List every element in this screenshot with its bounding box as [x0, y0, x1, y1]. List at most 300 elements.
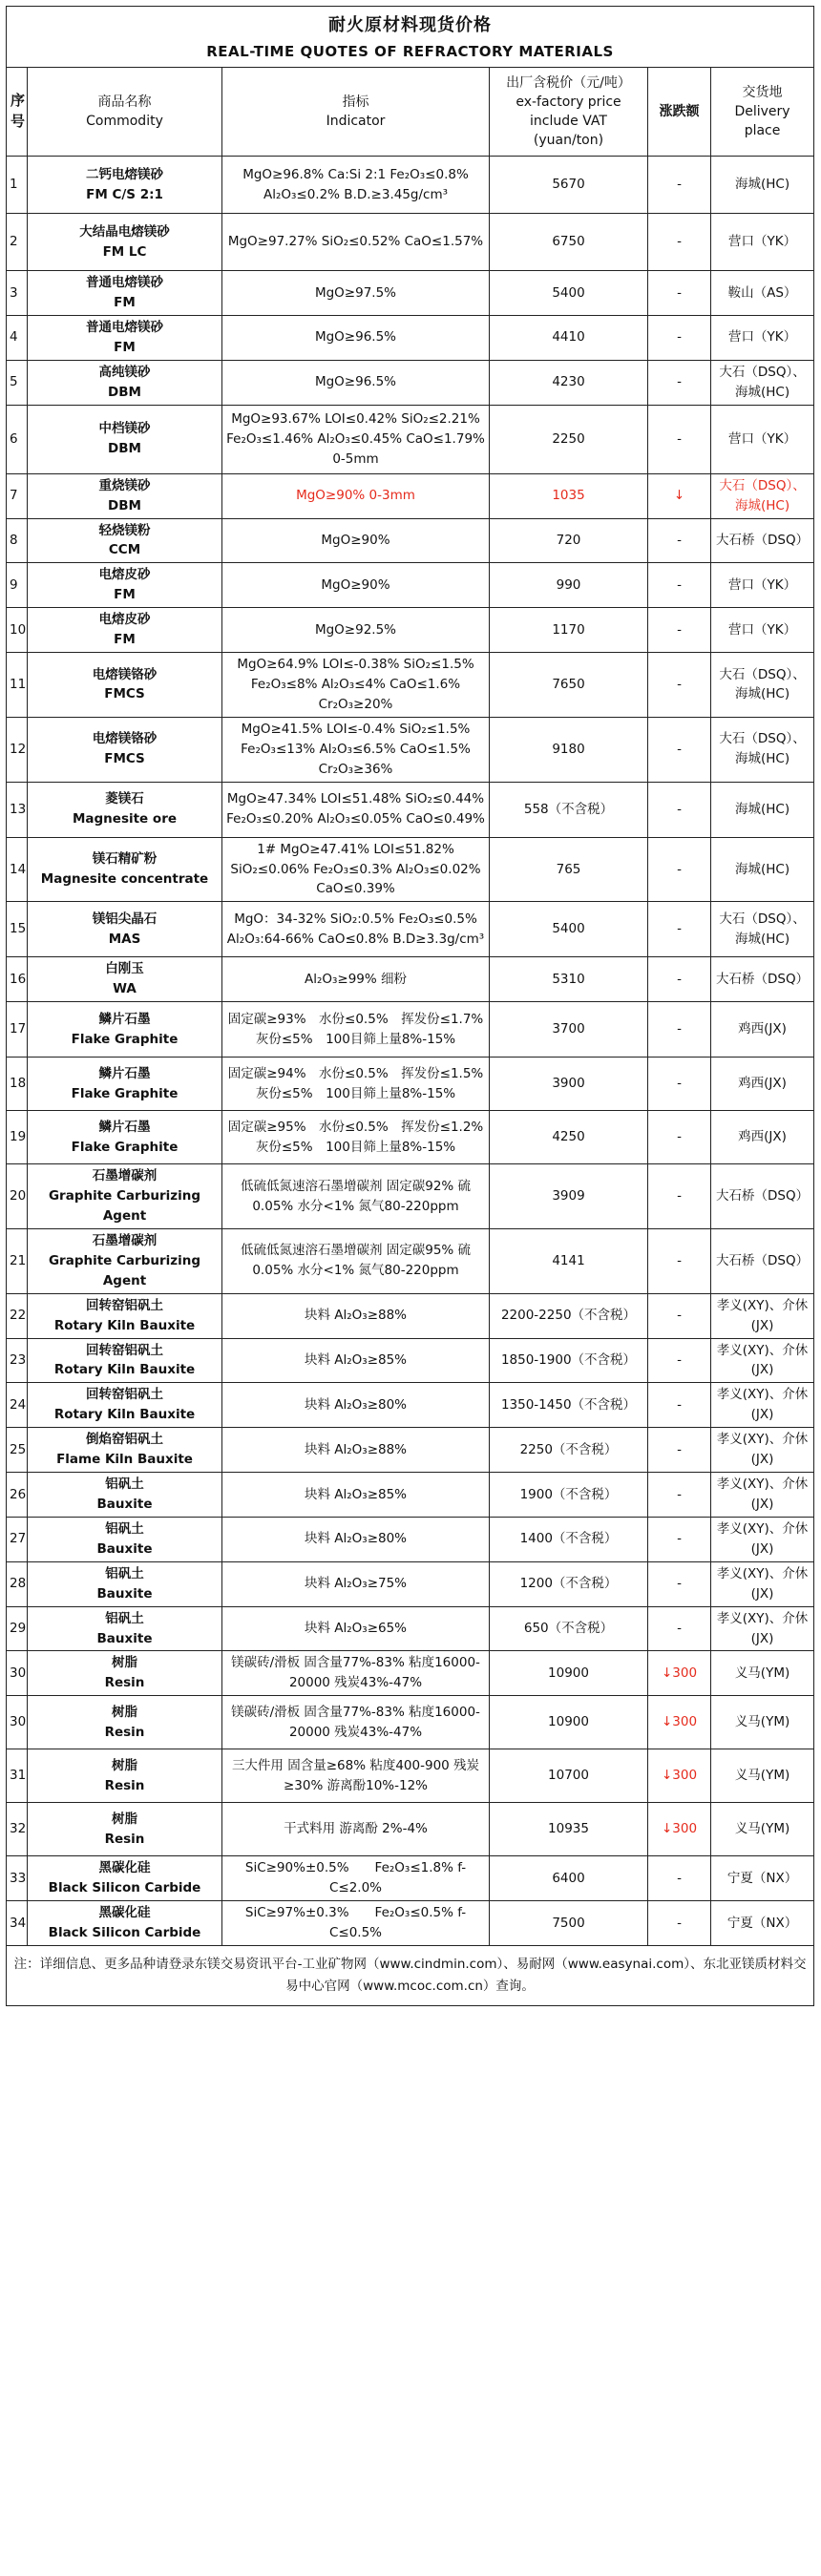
commodity-name-cn: 鳞片石墨	[98, 1011, 151, 1027]
commodity-name	[28, 1058, 222, 1111]
header-price-line1: 出厂含税价（元/吨）	[506, 74, 631, 91]
table-row	[7, 782, 814, 837]
row-number: 11	[7, 653, 28, 718]
change-cell: -	[648, 315, 711, 360]
price-cell: 4230	[490, 360, 648, 405]
commodity-name-cn: 菱镁石	[105, 791, 144, 807]
commodity-name-cn: 树脂	[112, 1757, 137, 1773]
delivery-place-cell: 孝义(XY)、介休(JX)	[711, 1517, 814, 1561]
commodity-name-cn: 电熔皮砂	[98, 612, 151, 628]
commodity-name	[28, 1111, 222, 1164]
row-number: 27	[7, 1517, 28, 1561]
indicator-cell: 镁碳砖/滑板 固含量77%-83% 粘度16000-20000 残炭43%-47%	[222, 1651, 490, 1696]
row-number: 24	[7, 1383, 28, 1428]
indicator-cell: 三大件用 固含量≥68% 粘度400-900 残炭≥30% 游离酚10%-12%	[222, 1749, 490, 1803]
header-seq: 序号	[7, 68, 28, 157]
commodity-name-en: FM	[114, 295, 136, 311]
commodity-name	[28, 1228, 222, 1293]
commodity-name	[28, 1749, 222, 1803]
table-row	[7, 1338, 814, 1383]
indicator-cell: 块料 Al₂O₃≥88%	[222, 1293, 490, 1338]
change-cell: -	[648, 1561, 711, 1606]
change-cell: -	[648, 360, 711, 405]
row-number: 9	[7, 563, 28, 608]
row-number: 25	[7, 1428, 28, 1473]
commodity-name-cn: 树脂	[112, 1655, 137, 1671]
table-row	[7, 1561, 814, 1606]
row-number: 8	[7, 518, 28, 563]
indicator-cell: 块料 Al₂O₃≥88%	[222, 1428, 490, 1473]
commodity-name-en: MAS	[108, 931, 141, 947]
price-sheet	[6, 6, 813, 2006]
price-cell: 2250	[490, 405, 648, 473]
table-row	[7, 1473, 814, 1518]
table-row	[7, 1164, 814, 1229]
commodity-name	[28, 1164, 222, 1229]
delivery-place-cell: 义马(YM)	[711, 1803, 814, 1856]
commodity-name-en: Rotary Kiln Bauxite	[53, 1362, 196, 1378]
indicator-cell: MgO≥93.67% LOI≤0.42% SiO₂≤2.21% Fe₂O₃≤1.46% Al₂O₃≤0.45% CaO≤1.79% 0-5mm	[222, 405, 490, 473]
indicator-cell: 固定碳≥95% 水份≤0.5% 挥发份≤1.2% 灰份≤5% 100目筛上量8%-15%	[222, 1111, 490, 1164]
price-cell: 5670	[490, 157, 648, 214]
commodity-name-cn: 电熔镁铬砂	[92, 666, 158, 682]
change-cell: -	[648, 902, 711, 957]
price-cell: 4250	[490, 1111, 648, 1164]
commodity-name-cn: 鳞片石墨	[98, 1119, 151, 1135]
row-number: 7	[7, 473, 28, 518]
indicator-cell: SiC≥90%±0.5% Fe₂O₃≤1.8% f-C≤2.0%	[222, 1856, 490, 1901]
indicator-cell: 镁碳砖/滑板 固含量77%-83% 粘度16000-20000 残炭43%-47%	[222, 1696, 490, 1749]
commodity-name-cn: 铝矾土	[105, 1565, 144, 1581]
table-row	[7, 653, 814, 718]
commodity-name-cn: 铝矾土	[105, 1610, 144, 1626]
header-place-cn: 交货地	[742, 84, 783, 100]
price-cell: 4141	[490, 1228, 648, 1293]
indicator-cell: MgO≥97.27% SiO₂≤0.52% CaO≤1.57%	[222, 214, 490, 271]
change-cell: ↓300	[648, 1803, 711, 1856]
commodity-name-cn: 铝矾土	[105, 1476, 144, 1493]
row-number: 32	[7, 1803, 28, 1856]
price-cell: 10900	[490, 1651, 648, 1696]
price-cell: 10700	[490, 1749, 648, 1803]
commodity-name-en: Resin	[104, 1675, 145, 1691]
commodity-name-en: Resin	[104, 1777, 145, 1793]
indicator-cell: MgO≥47.34% LOI≤51.48% SiO₂≤0.44% Fe₂O₃≤0.20% Al₂O₃≤0.05% CaO≤0.49%	[222, 782, 490, 837]
table-row	[7, 902, 814, 957]
commodity-name-en: FM	[114, 339, 136, 355]
indicator-cell: 块料 Al₂O₃≥85%	[222, 1473, 490, 1518]
delivery-place-cell: 孝义(XY)、介休(JX)	[711, 1338, 814, 1383]
table-row	[7, 717, 814, 782]
indicator-cell: 块料 Al₂O₃≥80%	[222, 1517, 490, 1561]
table-row	[7, 271, 814, 316]
table-row	[7, 1696, 814, 1749]
change-cell: ↓300	[648, 1696, 711, 1749]
table-body	[7, 157, 814, 1946]
indicator-cell: MgO≥64.9% LOI≤-0.38% SiO₂≤1.5% Fe₂O₃≤8% Al₂O₃≤4% CaO≤1.6% Cr₂O₃≥20%	[222, 653, 490, 718]
title-english: REAL-TIME QUOTES OF REFRACTORY MATERIALS	[206, 42, 614, 60]
commodity-name	[28, 1473, 222, 1518]
change-cell: -	[648, 1002, 711, 1058]
price-cell: 558（不含税）	[490, 782, 648, 837]
change-cell: -	[648, 717, 711, 782]
commodity-name	[28, 1338, 222, 1383]
commodity-name-en: WA	[113, 981, 137, 997]
price-cell: 3900	[490, 1058, 648, 1111]
delivery-place-cell: 孝义(XY)、介休(JX)	[711, 1428, 814, 1473]
commodity-name-en: Bauxite	[96, 1630, 153, 1646]
delivery-place-cell: 孝义(XY)、介休(JX)	[711, 1606, 814, 1651]
indicator-cell: 1# MgO≥47.41% LOI≤51.82% SiO₂≤0.06% Fe₂O₃≤0.3% Al₂O₃≤0.02% CaO≤0.39%	[222, 837, 490, 902]
delivery-place-cell: 宁夏（NX）	[711, 1856, 814, 1901]
commodity-name-cn: 黑碳化硅	[98, 1905, 151, 1921]
table-row	[7, 1749, 814, 1803]
change-cell: -	[648, 1517, 711, 1561]
commodity-name-en: FMCS	[104, 751, 145, 767]
price-cell: 7500	[490, 1901, 648, 1946]
row-number: 17	[7, 1002, 28, 1058]
commodity-name-cn: 大结晶电熔镁砂	[79, 223, 170, 240]
indicator-cell: 低硫低氮速溶石墨增碳剂 固定碳95% 硫0.05% 水分<1% 氮气80-220ppm	[222, 1228, 490, 1293]
row-number: 14	[7, 837, 28, 902]
price-cell: 2200-2250（不含税）	[490, 1293, 648, 1338]
commodity-name-en: Resin	[104, 1831, 145, 1847]
price-cell: 6400	[490, 1856, 648, 1901]
commodity-name-en: Magnesite ore	[72, 811, 178, 827]
commodity-name-cn: 鳞片石墨	[98, 1065, 151, 1081]
change-cell: -	[648, 1338, 711, 1383]
row-number: 10	[7, 608, 28, 653]
delivery-place-cell: 营口（YK）	[711, 214, 814, 271]
commodity-name	[28, 473, 222, 518]
table-row	[7, 1058, 814, 1111]
commodity-name-en: Bauxite	[96, 1540, 153, 1557]
change-cell: -	[648, 608, 711, 653]
header-price-line2: ex-factory price	[516, 94, 621, 110]
commodity-name	[28, 1696, 222, 1749]
indicator-cell: 块料 Al₂O₃≥85%	[222, 1338, 490, 1383]
delivery-place-cell: 鸡西(JX)	[711, 1058, 814, 1111]
commodity-name	[28, 653, 222, 718]
price-cell: 1350-1450（不含税）	[490, 1383, 648, 1428]
change-cell: -	[648, 1383, 711, 1428]
commodity-name-en: CCM	[108, 542, 141, 558]
price-cell: 5400	[490, 271, 648, 316]
commodity-name-en: Flake Graphite	[71, 1139, 179, 1155]
commodity-name	[28, 902, 222, 957]
delivery-place-cell: 大石桥（DSQ）	[711, 1228, 814, 1293]
row-number: 6	[7, 405, 28, 473]
price-cell: 3909	[490, 1164, 648, 1229]
change-cell: -	[648, 1428, 711, 1473]
commodity-name	[28, 1606, 222, 1651]
row-number: 3	[7, 271, 28, 316]
delivery-place-cell: 大石桥（DSQ）	[711, 957, 814, 1002]
price-cell: 7650	[490, 653, 648, 718]
commodity-name	[28, 782, 222, 837]
table-row	[7, 1111, 814, 1164]
commodity-name	[28, 1856, 222, 1901]
commodity-name-en: Rotary Kiln Bauxite	[53, 1317, 196, 1333]
table-row	[7, 1606, 814, 1651]
indicator-cell: 干式料用 游离酚 2%-4%	[222, 1803, 490, 1856]
header-indicator	[222, 68, 490, 157]
indicator-cell: MgO≥92.5%	[222, 608, 490, 653]
row-number: 30	[7, 1696, 28, 1749]
footnote-row	[7, 1946, 814, 2006]
indicator-cell: MgO≥97.5%	[222, 271, 490, 316]
header-price	[490, 68, 648, 157]
row-number: 4	[7, 315, 28, 360]
commodity-name	[28, 1428, 222, 1473]
commodity-name-cn: 石墨增碳剂	[92, 1168, 158, 1184]
commodity-name-cn: 倒焰窑铝矾土	[86, 1432, 163, 1448]
table-title	[7, 7, 814, 68]
table-row	[7, 957, 814, 1002]
commodity-name-en: Flame Kiln Bauxite	[56, 1452, 193, 1468]
delivery-place-cell: 大石桥（DSQ）	[711, 1164, 814, 1229]
commodity-name-en: Bauxite	[96, 1497, 153, 1513]
row-number: 21	[7, 1228, 28, 1293]
commodity-name-cn: 铝矾土	[105, 1520, 144, 1537]
table-row	[7, 1002, 814, 1058]
change-cell: -	[648, 157, 711, 214]
delivery-place-cell: 孝义(XY)、介休(JX)	[711, 1383, 814, 1428]
delivery-place-cell: 大石（DSQ）、海城(HC)	[711, 717, 814, 782]
delivery-place-cell: 义马(YM)	[711, 1696, 814, 1749]
change-cell: -	[648, 1901, 711, 1946]
indicator-cell: MgO≥90% 0-3mm	[222, 473, 490, 518]
table-row	[7, 1803, 814, 1856]
header-indicator-cn: 指标	[342, 94, 369, 110]
change-cell: -	[648, 214, 711, 271]
delivery-place-cell: 大石桥（DSQ）	[711, 518, 814, 563]
table-row	[7, 1383, 814, 1428]
commodity-name	[28, 1803, 222, 1856]
row-number: 26	[7, 1473, 28, 1518]
delivery-place-cell: 义马(YM)	[711, 1651, 814, 1696]
price-cell: 765	[490, 837, 648, 902]
commodity-name-en: Black Silicon Carbide	[48, 1880, 201, 1896]
indicator-cell: 块料 Al₂O₃≥65%	[222, 1606, 490, 1651]
commodity-name	[28, 1651, 222, 1696]
row-number: 29	[7, 1606, 28, 1651]
row-number: 34	[7, 1901, 28, 1946]
commodity-name-en: Resin	[104, 1724, 145, 1740]
header-place-en1: Delivery	[734, 103, 790, 119]
commodity-name	[28, 1901, 222, 1946]
indicator-cell: SiC≥97%±0.3% Fe₂O₃≤0.5% f-C≤0.5%	[222, 1901, 490, 1946]
commodity-name	[28, 1561, 222, 1606]
row-number: 23	[7, 1338, 28, 1383]
change-cell: -	[648, 1164, 711, 1229]
price-cell: 9180	[490, 717, 648, 782]
quotes-table	[6, 6, 814, 2006]
price-cell: 2250（不含税）	[490, 1428, 648, 1473]
change-cell: -	[648, 653, 711, 718]
change-cell: -	[648, 518, 711, 563]
price-cell: 5400	[490, 902, 648, 957]
delivery-place-cell: 海城(HC)	[711, 782, 814, 837]
price-cell: 3700	[490, 1002, 648, 1058]
indicator-cell: MgO≥90%	[222, 563, 490, 608]
change-cell: -	[648, 1293, 711, 1338]
commodity-name-en: FMCS	[104, 686, 145, 702]
change-cell: -	[648, 782, 711, 837]
table-row	[7, 1517, 814, 1561]
title-row	[7, 7, 814, 68]
commodity-name	[28, 1517, 222, 1561]
commodity-name-en: Black Silicon Carbide	[48, 1925, 201, 1941]
commodity-name-cn: 电熔皮砂	[98, 567, 151, 583]
header-commodity	[28, 68, 222, 157]
price-cell: 1400（不含税）	[490, 1517, 648, 1561]
change-cell: -	[648, 1856, 711, 1901]
change-cell: -	[648, 1473, 711, 1518]
commodity-name-en: FM LC	[102, 243, 147, 260]
commodity-name-en: Magnesite concentrate	[40, 870, 209, 887]
commodity-name	[28, 608, 222, 653]
table-row	[7, 1293, 814, 1338]
delivery-place-cell: 义马(YM)	[711, 1749, 814, 1803]
delivery-place-cell: 鞍山（AS）	[711, 271, 814, 316]
delivery-place-cell: 大石（DSQ）、海城(HC)	[711, 473, 814, 518]
row-number: 30	[7, 1651, 28, 1696]
footnote: 注：详细信息、更多品种请登录东镁交易资讯平台-工业矿物网（www.cindmin.com）、易耐网（www.easynai.com）、东北亚镁质材料交易中心官网（www.mcoc.com.cn）查询。	[7, 1946, 814, 2006]
table-row	[7, 1228, 814, 1293]
commodity-name-en: DBM	[108, 441, 141, 457]
row-number: 1	[7, 157, 28, 214]
indicator-cell: MgO≥96.8% Ca:Si 2:1 Fe₂O₃≤0.8% Al₂O₃≤0.2% B.D.≥3.45g/cm³	[222, 157, 490, 214]
row-number: 16	[7, 957, 28, 1002]
commodity-name	[28, 957, 222, 1002]
change-cell: -	[648, 405, 711, 473]
commodity-name-en: DBM	[108, 497, 141, 513]
table-row	[7, 1901, 814, 1946]
table-row	[7, 1428, 814, 1473]
delivery-place-cell: 大石（DSQ）、海城(HC)	[711, 360, 814, 405]
commodity-name	[28, 214, 222, 271]
delivery-place-cell: 鸡西(JX)	[711, 1002, 814, 1058]
commodity-name-en: Rotary Kiln Bauxite	[53, 1407, 196, 1423]
commodity-name-cn: 中档镁砂	[98, 421, 151, 437]
commodity-name-cn: 树脂	[112, 1811, 137, 1827]
row-number: 20	[7, 1164, 28, 1229]
delivery-place-cell: 营口（YK）	[711, 563, 814, 608]
commodity-name	[28, 360, 222, 405]
change-cell: -	[648, 563, 711, 608]
change-cell: -	[648, 837, 711, 902]
commodity-name-cn: 黑碳化硅	[98, 1860, 151, 1876]
delivery-place-cell: 孝义(XY)、介休(JX)	[711, 1293, 814, 1338]
price-cell: 1035	[490, 473, 648, 518]
commodity-name	[28, 271, 222, 316]
commodity-name-en: Flake Graphite	[71, 1031, 179, 1047]
commodity-name	[28, 518, 222, 563]
row-number: 2	[7, 214, 28, 271]
delivery-place-cell: 大石（DSQ）、海城(HC)	[711, 902, 814, 957]
price-cell: 650（不含税）	[490, 1606, 648, 1651]
change-cell: -	[648, 1606, 711, 1651]
header-commodity-en: Commodity	[86, 114, 163, 130]
delivery-place-cell: 孝义(XY)、介休(JX)	[711, 1473, 814, 1518]
price-cell: 1200（不含税）	[490, 1561, 648, 1606]
commodity-name	[28, 405, 222, 473]
commodity-name	[28, 1383, 222, 1428]
commodity-name-cn: 树脂	[112, 1704, 137, 1720]
delivery-place-cell: 孝义(XY)、介休(JX)	[711, 1561, 814, 1606]
row-number: 22	[7, 1293, 28, 1338]
change-cell: ↓300	[648, 1749, 711, 1803]
change-cell: -	[648, 957, 711, 1002]
commodity-name-cn: 白刚玉	[105, 961, 144, 977]
indicator-cell: 块料 Al₂O₃≥80%	[222, 1383, 490, 1428]
table-row	[7, 214, 814, 271]
indicator-cell: MgO≥90%	[222, 518, 490, 563]
delivery-place-cell: 大石（DSQ）、海城(HC)	[711, 653, 814, 718]
commodity-name-cn: 普通电熔镁砂	[86, 319, 163, 335]
header-price-line4: (yuan/ton)	[533, 133, 604, 149]
change-cell: -	[648, 1111, 711, 1164]
table-row	[7, 608, 814, 653]
commodity-name-cn: 回转窑铝矾土	[86, 1387, 163, 1403]
commodity-name-cn: 轻烧镁粉	[98, 522, 151, 538]
delivery-place-cell: 海城(HC)	[711, 157, 814, 214]
commodity-name	[28, 157, 222, 214]
row-number: 18	[7, 1058, 28, 1111]
price-cell: 720	[490, 518, 648, 563]
table-row	[7, 1856, 814, 1901]
change-cell: -	[648, 271, 711, 316]
price-cell: 6750	[490, 214, 648, 271]
change-cell: ↓	[648, 473, 711, 518]
commodity-name-en: Bauxite	[96, 1585, 153, 1602]
header-row	[7, 68, 814, 157]
price-cell: 1900（不含税）	[490, 1473, 648, 1518]
indicator-cell: MgO≥41.5% LOI≤-0.4% SiO₂≤1.5% Fe₂O₃≤13% Al₂O₃≤6.5% CaO≤1.5% Cr₂O₃≥36%	[222, 717, 490, 782]
header-change: 涨跌额	[648, 68, 711, 157]
commodity-name-cn: 镁石精矿粉	[92, 851, 158, 868]
commodity-name-cn: 回转窑铝矾土	[86, 1342, 163, 1358]
commodity-name	[28, 315, 222, 360]
table-row	[7, 473, 814, 518]
commodity-name	[28, 563, 222, 608]
indicator-cell: MgO≥96.5%	[222, 315, 490, 360]
row-number: 28	[7, 1561, 28, 1606]
table-row	[7, 405, 814, 473]
title-chinese: 耐火原材料现货价格	[328, 15, 493, 35]
change-cell: -	[648, 1058, 711, 1111]
delivery-place-cell: 营口（YK）	[711, 405, 814, 473]
table-row	[7, 157, 814, 214]
commodity-name-en: Graphite Carburizing Agent	[48, 1188, 201, 1225]
delivery-place-cell: 海城(HC)	[711, 837, 814, 902]
header-place	[711, 68, 814, 157]
price-cell: 1170	[490, 608, 648, 653]
indicator-cell: 低硫低氮速溶石墨增碳剂 固定碳92% 硫0.05% 水分<1% 氮气80-220ppm	[222, 1164, 490, 1229]
price-cell: 4410	[490, 315, 648, 360]
commodity-name	[28, 837, 222, 902]
table-row	[7, 837, 814, 902]
commodity-name-cn: 高纯镁砂	[98, 364, 151, 380]
change-cell: -	[648, 1228, 711, 1293]
commodity-name-cn: 二钙电熔镁砂	[86, 166, 163, 182]
commodity-name-en: Flake Graphite	[71, 1085, 179, 1101]
commodity-name-cn: 石墨增碳剂	[92, 1232, 158, 1248]
price-cell: 10935	[490, 1803, 648, 1856]
commodity-name	[28, 717, 222, 782]
commodity-name-cn: 镁铝尖晶石	[92, 911, 158, 927]
